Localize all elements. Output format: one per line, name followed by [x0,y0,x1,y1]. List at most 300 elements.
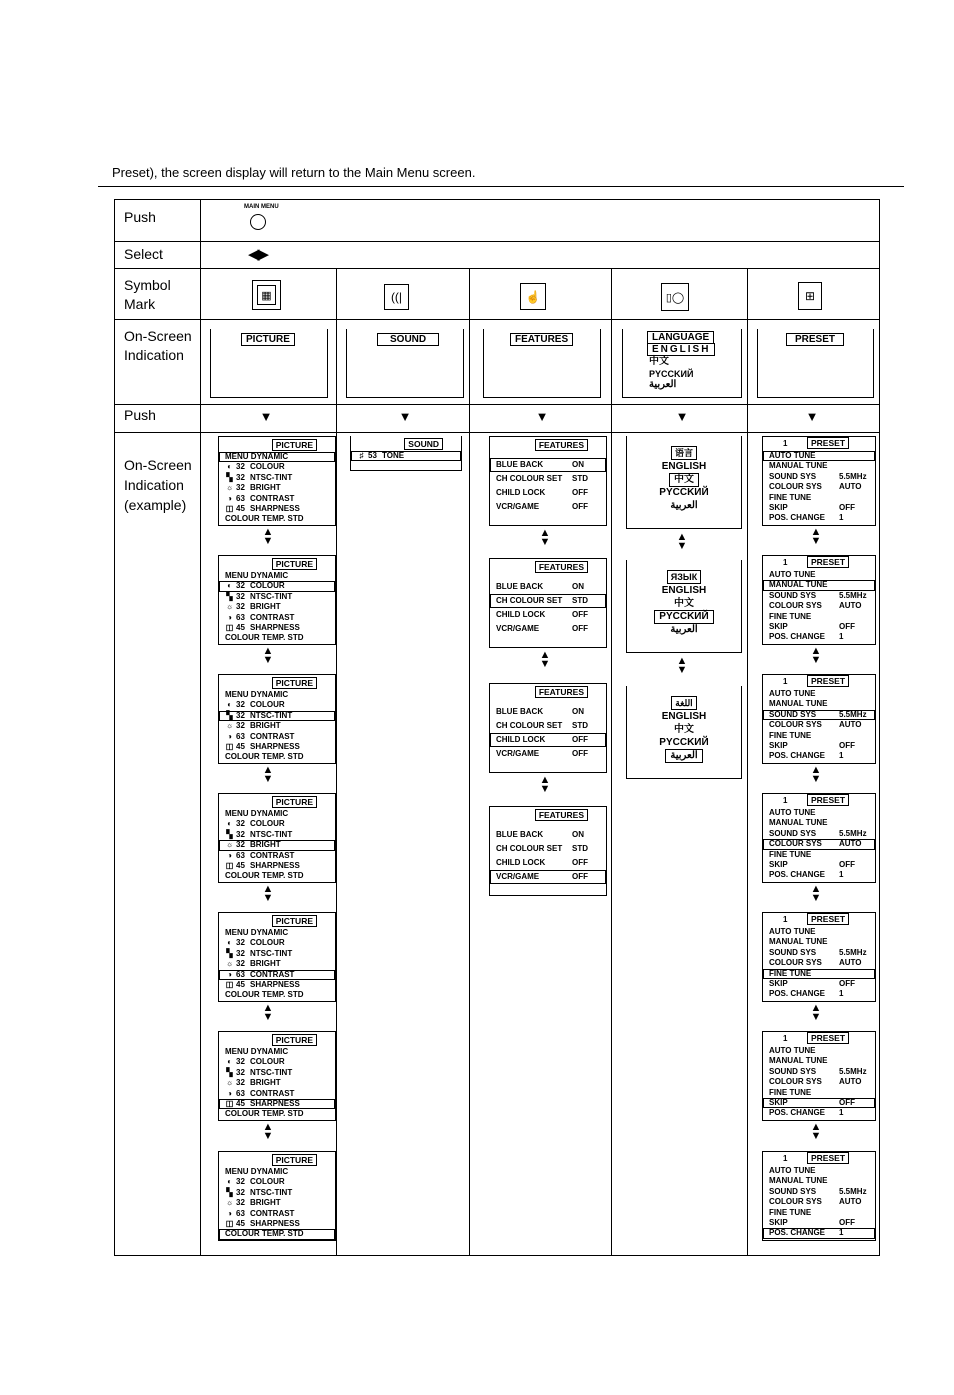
preset-menu-row[interactable] [763,689,875,699]
picture-row-label: NTSC-TINT [250,472,293,482]
preset-menu-row[interactable] [763,751,875,761]
picture-menu [218,436,336,526]
picture-row-icon: ◫ [225,860,234,870]
preset-menu-row[interactable] [763,482,875,492]
picture-menu-row[interactable] [219,1068,335,1078]
preset-menu [762,1151,876,1241]
picture-row-icon: ◑ [227,850,232,860]
label-push-2: Push [124,407,156,423]
picture-row-value: 32 [236,959,245,969]
features-menu-row[interactable] [490,594,606,608]
picture-row-value: 63 [236,493,245,503]
picture-menu-row[interactable] [219,514,335,524]
picture-menu-row[interactable] [219,483,335,493]
features-menu-row[interactable] [490,842,606,856]
picture-menu [218,1151,336,1241]
preset-row-label: SKIP [769,978,788,988]
preset-channel: 1 [783,915,788,924]
language-option[interactable]: العربية [670,624,698,635]
grid-line [336,268,337,1255]
picture-row-label: CONTRAST [250,612,295,622]
preset-row-label: MANUAL TUNE [769,1056,828,1066]
preset-menu-row[interactable] [763,720,875,730]
preset-row-label: FINE TUNE [769,1207,812,1217]
features-menu-row[interactable] [490,733,606,747]
preset-menu-row[interactable] [763,451,875,461]
picture-menu-row[interactable] [219,752,335,762]
tone-icon: ♯ [359,451,364,460]
preset-row-value: 1 [839,870,844,880]
preset-menu-row[interactable] [763,969,875,979]
preset-menu-row[interactable] [763,948,875,958]
preset-menu-row[interactable] [763,937,875,947]
picture-row-value: STD [285,1229,304,1239]
picture-row-label: CONTRAST [250,1088,295,1098]
language-option[interactable]: PYCCKИЙ [659,737,709,748]
language-option[interactable]: 中文 [670,474,698,486]
features-menu-row[interactable] [490,828,606,842]
picture-row-label: CONTRAST [250,1208,295,1218]
preset-row-value: OFF [839,1097,855,1107]
picture-row-label: BRIGHT [250,1078,281,1088]
down-arrow-icon: ▼ [675,409,689,424]
picture-row-label: NTSC-TINT [250,591,293,601]
updown-arrow-icon: ▲ ▼ [676,655,688,676]
picture-menu-row[interactable] [219,690,335,700]
features-menu-title: FEATURES [535,686,588,698]
preset-row-label: COLOUR SYS [769,1077,822,1087]
picture-menu-row[interactable] [219,633,335,643]
preset-row-value: OFF [839,621,855,631]
features-menu-title: FEATURES [535,439,588,451]
picture-row-icon: ☼ [225,1198,234,1208]
picture-row-value: 32 [236,710,245,720]
picture-row-value: 32 [236,938,245,948]
picture-row-value: 32 [236,581,245,591]
picture-menu-row[interactable] [219,1078,335,1088]
picture-row-label: BRIGHT [250,602,281,612]
picture-row-value: 63 [236,1088,245,1098]
features-row-value: OFF [572,749,588,758]
picture-row-icon: ◑ [227,1208,232,1218]
features-menu-row[interactable] [490,458,606,472]
picture-row-value: 45 [236,741,245,751]
picture-row-value: DYNAMIC [248,690,289,699]
preset-row-value: AUTO [839,1077,862,1087]
picture-row-icon: ▚ [226,1187,233,1197]
language-indication-box [622,329,742,398]
picture-row-label: CONTRAST [250,731,295,741]
features-row-value: OFF [572,872,588,881]
picture-menu-row[interactable] [219,861,335,871]
picture-menu-row[interactable] [219,742,335,752]
picture-menu-row[interactable] [219,928,335,938]
picture-menu-row[interactable] [219,473,335,483]
grid-line [114,241,879,242]
features-row-value: STD [572,596,588,605]
preset-row-value: 1 [839,513,844,523]
language-header: LANGUAGE [647,331,714,344]
preset-row-label: FINE TUNE [769,1087,812,1097]
features-row-value: ON [572,460,584,469]
preset-menu-row[interactable] [763,1228,875,1238]
preset-menu-row[interactable] [763,612,875,622]
language-option[interactable]: 中文 [674,724,694,735]
language-option[interactable]: العربية [666,750,701,762]
language-option[interactable]: PYCCKИЙ [659,487,709,498]
picture-row-label: BRIGHT [250,483,281,493]
features-menu-row[interactable] [490,747,606,761]
preset-row-label: POS. CHANGE [769,870,826,880]
tone-value: 53 [368,451,377,460]
picture-row-value: 32 [236,1078,245,1088]
preset-row-label: MANUAL TUNE [769,699,828,709]
picture-row-icon: ☼ [225,1078,234,1088]
preset-menu-row[interactable] [763,1166,875,1176]
preset-menu-row[interactable] [763,860,875,870]
features-menu-row[interactable] [490,486,606,500]
picture-menu-row[interactable] [219,851,335,861]
language-icon: ▯◯ [661,283,689,311]
picture-menu-row[interactable] [219,592,335,602]
preset-row-label: AUTO TUNE [769,451,816,460]
picture-row-label: CONTRAST [250,969,295,979]
picture-menu-row[interactable] [219,949,335,959]
picture-row-label: MENU [225,452,249,461]
picture-row-value: 32 [236,1067,245,1077]
features-menu-row[interactable] [490,870,606,884]
down-arrow-icon: ▼ [398,409,412,424]
main-menu-button-icon[interactable] [250,214,266,230]
preset-row-label: FINE TUNE [769,492,812,502]
preset-row-value: 5.5MHz [839,471,867,481]
language-menu [626,686,742,779]
preset-row-value: 5.5MHz [839,1186,867,1196]
picture-menu-row[interactable] [219,602,335,612]
preset-menu-row[interactable] [763,472,875,482]
picture-row-icon: ◐ [227,700,232,710]
grid-line [114,319,879,320]
language-option[interactable]: العربية [670,500,698,511]
features-menu-row[interactable] [490,856,606,870]
preset-row-value: 1 [839,989,844,999]
language-option[interactable]: PYCCKИЙ [655,611,712,623]
label-symbol-mark: Symbol Mark [124,277,171,312]
preset-menu-row[interactable] [763,632,875,642]
features-row-label: VCR/GAME [496,872,540,881]
picture-row-value: 32 [236,840,245,850]
picture-menu-row[interactable] [219,830,335,840]
features-row-label: VCR/GAME [496,502,540,511]
picture-menu-row[interactable] [219,1177,335,1187]
picture-row-value: 45 [236,1218,245,1228]
picture-icon: ▦ [252,280,281,310]
picture-menu-row[interactable] [219,504,335,514]
preset-channel: 1 [783,796,788,805]
picture-menu-row[interactable] [219,1047,335,1057]
preset-menu-row[interactable] [763,1056,875,1066]
picture-row-value: 45 [236,503,245,513]
picture-row-label: MENU [225,1047,249,1056]
picture-menu-title: PICTURE [272,796,317,808]
features-row-value: STD [572,844,588,853]
picture-menu-row[interactable] [219,452,335,462]
preset-row-value: OFF [839,502,855,512]
picture-row-label: SHARPNESS [250,741,300,751]
picture-menu-row[interactable] [219,1057,335,1067]
features-row-label: BLUE BACK [496,582,544,591]
features-menu-row[interactable] [490,580,606,594]
picture-row-value: STD [285,514,304,524]
picture-row-icon: ◐ [227,819,232,829]
picture-row-icon: ◑ [227,612,232,622]
picture-menu-row[interactable] [219,840,335,850]
preset-row-value: 5.5MHz [839,828,867,838]
preset-menu-row[interactable] [763,461,875,471]
preset-menu-row[interactable] [763,1176,875,1186]
grid-line [114,404,879,405]
preset-row-value: 1 [839,1228,844,1238]
sound-header: SOUND [377,333,439,346]
preset-row-label: SOUND SYS [769,1186,817,1196]
preset-menu-row[interactable] [763,818,875,828]
preset-menu-title: PRESET [807,437,849,449]
preset-menu-row[interactable] [763,1088,875,1098]
picture-row-icon: ◑ [227,493,232,503]
picture-row-value: 63 [236,1208,245,1218]
updown-arrow-icon: ▲ ▼ [810,1121,822,1142]
picture-row-value: 32 [236,591,245,601]
picture-row-icon: ☼ [225,602,234,612]
picture-row-value: DYNAMIC [248,928,289,937]
preset-menu-row[interactable] [763,979,875,989]
picture-menu-row[interactable] [219,613,335,623]
features-row-label: BLUE BACK [496,460,544,469]
picture-menu [218,1031,336,1121]
preset-row-value: 5.5MHz [839,947,867,957]
language-option[interactable]: ENGLISH [661,711,707,722]
preset-row-label: AUTO TUNE [769,1046,816,1055]
picture-row-value: STD [285,1109,304,1119]
preset-menu-row[interactable] [763,741,875,751]
intro-text: Preset), the screen display will return to the Main Menu screen. [112,165,476,180]
picture-menu-row[interactable] [219,700,335,710]
preset-menu-row[interactable] [763,710,875,720]
preset-row-label: FINE TUNE [769,730,812,740]
preset-row-label: SOUND SYS [769,471,817,481]
preset-menu-row[interactable] [763,1187,875,1197]
preset-row-value: 1 [839,1108,844,1118]
down-arrow-icon: ▼ [259,409,273,424]
picture-row-label: BRIGHT [250,959,281,969]
picture-menu-row[interactable] [219,970,335,980]
picture-menu [218,793,336,883]
picture-row-value: 45 [236,1098,245,1108]
preset-menu-row[interactable] [763,591,875,601]
picture-menu-row[interactable] [219,819,335,829]
preset-row-value: OFF [839,740,855,750]
picture-menu-row[interactable] [219,1229,335,1239]
preset-menu-row[interactable] [763,808,875,818]
picture-row-label: NTSC-TINT [250,710,293,720]
preset-row-label: AUTO TUNE [769,808,816,817]
picture-row-label: SHARPNESS [250,979,300,989]
preset-menu-row[interactable] [763,513,875,523]
preset-row-value: AUTO [839,482,862,492]
preset-menu-row[interactable] [763,927,875,937]
preset-menu-row[interactable] [763,601,875,611]
down-arrow-icon: ▼ [805,409,819,424]
preset-row-label: MANUAL TUNE [769,1176,828,1186]
features-menu-row[interactable] [490,500,606,514]
preset-row-value: AUTO [839,958,862,968]
features-row-value: ON [572,707,584,716]
preset-menu-row[interactable] [763,580,875,590]
picture-menu-row[interactable] [219,1219,335,1229]
preset-menu-row[interactable] [763,493,875,503]
picture-menu-row[interactable] [219,711,335,721]
preset-row-label: POS. CHANGE [769,1108,826,1118]
preset-row-label: POS. CHANGE [769,989,826,999]
picture-menu-row[interactable] [219,571,335,581]
picture-menu-row[interactable] [219,871,335,881]
picture-menu-row[interactable] [219,623,335,633]
preset-menu-row[interactable] [763,1208,875,1218]
preset-icon: ⊞ [798,282,822,310]
sound-menu-row[interactable] [351,451,461,461]
picture-menu-row[interactable] [219,1109,335,1119]
language-option[interactable]: 中文 [674,598,694,609]
features-row-value: OFF [572,624,588,633]
picture-row-value: 32 [236,472,245,482]
preset-menu-row[interactable] [763,1077,875,1087]
updown-arrow-icon: ▲ ▼ [539,527,551,548]
picture-menu-row[interactable] [219,959,335,969]
language-option[interactable]: ENGLISH [661,461,707,472]
preset-menu-row[interactable] [763,870,875,880]
features-menu-title: FEATURES [535,561,588,573]
picture-menu-row[interactable] [219,721,335,731]
picture-row-label: SHARPNESS [250,1098,300,1108]
picture-row-icon: ▚ [226,1067,233,1077]
preset-row-label: MANUAL TUNE [769,461,828,471]
picture-menu-row[interactable] [219,1099,335,1109]
picture-menu-row[interactable] [219,1188,335,1198]
picture-row-label: MENU [225,928,249,937]
preset-menu-row[interactable] [763,989,875,999]
preset-channel: 1 [783,677,788,686]
updown-arrow-icon: ▲ ▼ [262,1121,274,1142]
preset-menu-row[interactable] [763,1218,875,1228]
picture-menu-row[interactable] [219,1198,335,1208]
preset-menu-title: PRESET [807,1032,849,1044]
preset-menu-row[interactable] [763,839,875,849]
picture-row-icon: ▚ [226,948,233,958]
preset-row-value: 5.5MHz [839,1066,867,1076]
preset-menu-row[interactable] [763,1098,875,1108]
picture-row-value: 63 [236,969,245,979]
language-item-arabic: العربية [649,379,677,390]
picture-menu-row[interactable] [219,1167,335,1177]
picture-menu-row[interactable] [219,980,335,990]
features-row-label: CHILD LOCK [496,735,546,744]
preset-row-label: POS. CHANGE [769,513,826,523]
picture-row-icon: ◫ [225,1098,234,1108]
preset-menu-row[interactable] [763,1046,875,1056]
preset-row-label: AUTO TUNE [769,1166,816,1175]
picture-menu-row[interactable] [219,990,335,1000]
preset-menu-row[interactable] [763,1197,875,1207]
preset-channel: 1 [783,558,788,567]
picture-menu-row[interactable] [219,938,335,948]
picture-menu-row[interactable] [219,1209,335,1219]
features-indication-box [483,329,601,398]
preset-menu-row[interactable] [763,1067,875,1077]
picture-row-label: COLOUR [250,700,285,710]
picture-menu-row[interactable] [219,462,335,472]
preset-menu-row[interactable] [763,850,875,860]
picture-row-value: STD [285,990,304,1000]
picture-row-value: 63 [236,731,245,741]
picture-row-label: BRIGHT [250,1198,281,1208]
picture-menu-row[interactable] [219,809,335,819]
preset-menu-row[interactable] [763,958,875,968]
features-menu-row[interactable] [490,472,606,486]
preset-menu-row[interactable] [763,622,875,632]
picture-row-label: CONTRAST [250,850,295,860]
picture-menu-title: PICTURE [272,558,317,570]
features-menu-row[interactable] [490,705,606,719]
picture-menu-title: PICTURE [272,439,317,451]
language-option[interactable]: ENGLISH [661,585,707,596]
preset-row-label: SKIP [769,1097,788,1107]
label-onscreen-example: On-Screen Indication (example) [124,457,192,513]
picture-menu-row[interactable] [219,581,335,591]
main-menu-label: MAIN MENU [244,204,279,210]
picture-menu [218,555,336,645]
features-menu-row[interactable] [490,608,606,622]
picture-menu-row[interactable] [219,494,335,504]
preset-menu [762,436,876,526]
updown-arrow-icon: ▲ ▼ [810,764,822,785]
preset-row-value: OFF [839,859,855,869]
features-menu-row[interactable] [490,719,606,733]
picture-row-label: COLOUR [250,462,285,472]
tone-label: TONE [382,451,405,460]
picture-menu-row[interactable] [219,732,335,742]
label-onscreen-indication: On-Screen Indication [124,328,192,363]
preset-menu-title: PRESET [807,794,849,806]
preset-channel: 1 [783,1154,788,1163]
features-menu-row[interactable] [490,622,606,636]
features-row-value: OFF [572,488,588,497]
picture-row-value: 32 [236,602,245,612]
picture-row-label: MENU [225,690,249,699]
preset-menu-row[interactable] [763,829,875,839]
preset-menu-row[interactable] [763,731,875,741]
preset-menu-row[interactable] [763,570,875,580]
picture-row-label: MENU [225,1167,249,1176]
picture-row-label: COLOUR TEMP. [225,990,286,1000]
preset-row-label: SKIP [769,1217,788,1227]
preset-menu-row[interactable] [763,1108,875,1118]
picture-row-label: COLOUR [250,1057,285,1067]
picture-menu-row[interactable] [219,1089,335,1099]
preset-row-label: FINE TUNE [769,968,812,978]
picture-menu-title: PICTURE [272,1034,317,1046]
preset-menu-row[interactable] [763,503,875,513]
preset-menu-row[interactable] [763,699,875,709]
